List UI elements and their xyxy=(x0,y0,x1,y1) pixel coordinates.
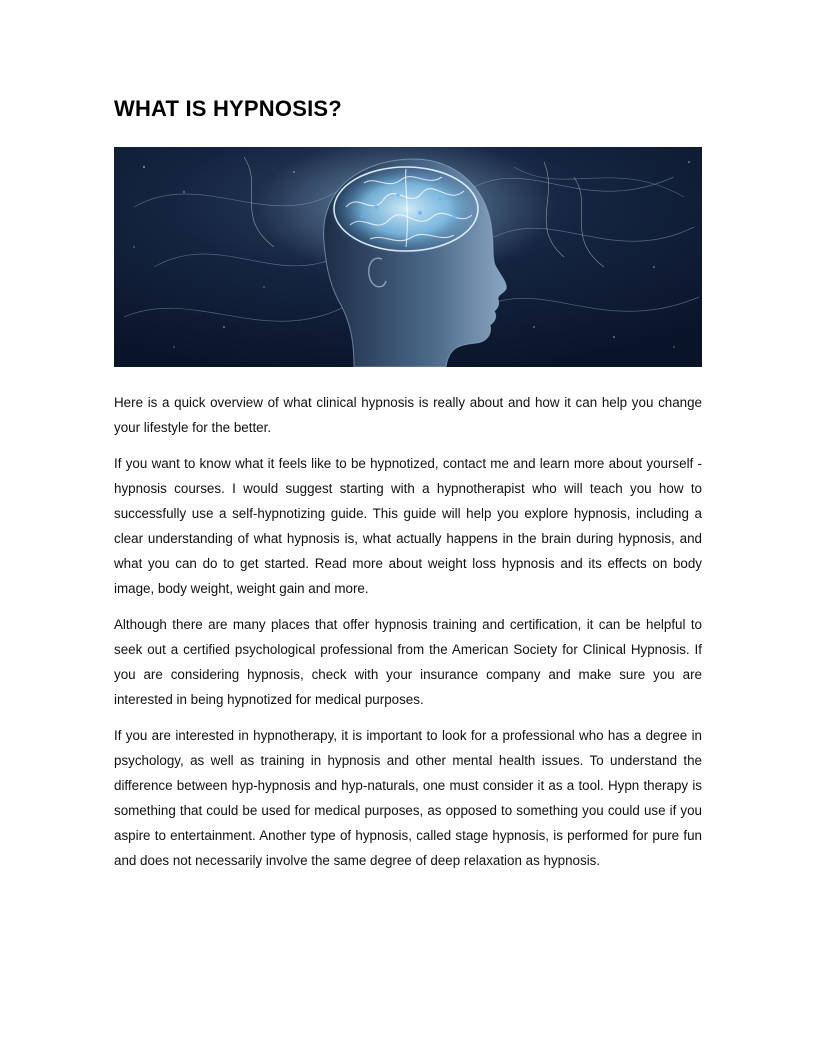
paragraph: Here is a quick overview of what clinical hypnosis is really about and how it can help you change your lifestyle for the better. xyxy=(114,395,702,435)
paragraph: If you are interested in hypnotherapy, it is important to look for a professional who has a degree in psychology, as well as training in hypnosis and other mental health issues. To understand the difference between hyp-hypnosis and hyp-naturals, one must consider it as a tool. Hypn therapy is something that could be used for medical purposes, as opposed to something you could use if you aspire to entertainment. Another type of hypnosis, called stage hypnosis, is performed for pure fun and does not necessarily involve the same degree of deep relaxation as hypnosis. xyxy=(114,728,702,868)
hero-image xyxy=(114,147,702,367)
paragraph: If you want to know what it feels like to be hypnotized, contact me and learn more about yourself - hypnosis courses. I would suggest starting with a hypnotherapist who will teach you how to successfully use a self-hypnotizing guide. This guide will help you explore hypnosis, including a clear understanding of what hypnosis is, what actually happens in the brain during hypnosis, and what you can do to get started. Read more about weight loss hypnosis and its effects on body image, body weight, weight gain and more. xyxy=(114,456,702,596)
article-body xyxy=(114,390,702,884)
page-title: WHAT IS HYPNOSIS? xyxy=(114,96,342,121)
paragraph: Although there are many places that offer hypnosis training and certification, it can be helpful to seek out a certified psychological professional from the American Society for Clinical Hypnosis. If you are considering hypnosis, check with your insurance company and make sure you are interested in being hypnotized for medical purposes. xyxy=(114,617,702,707)
brain-head-icon xyxy=(114,147,702,367)
